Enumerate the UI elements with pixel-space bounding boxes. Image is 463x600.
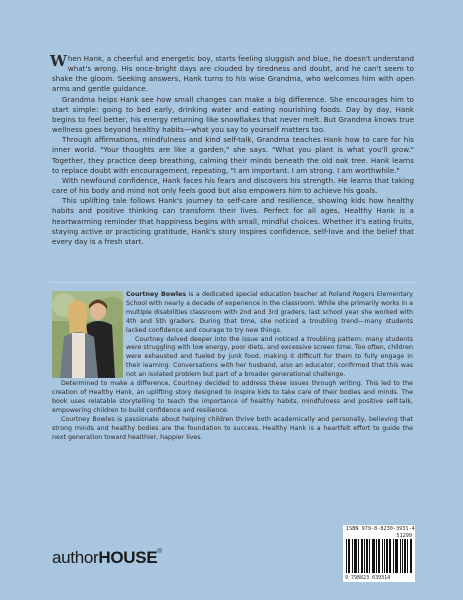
photo-spacer [52,291,126,380]
synopsis-paragraph: Through affirmations, mindfulness and kind self-talk, Grandma teaches Hank how to care for his inner world. "Your thoughts are like a garden," she says. "What you plant is what you'll grow." Together, they practice deep breathing, calming their minds beneath the old oak tree. Hank learns to replace doubt with encouragement, repeating, "I am important. I am strong. I am worthwhile." [52,135,414,175]
barcode-bars [346,539,412,573]
section-divider [50,282,415,283]
book-synopsis [52,54,414,247]
synopsis-text: hen Hank, a cheerful and energetic boy, starts feeling sluggish and blue, he doesn't understand what's wrong. His once-bright days are clouded by tiredness and doubt, and he can't seem to shake the gloom. Seeking answers, Hank turns to his wise Grandma, who welcomes him with open arms and gentle guidance. [52,54,414,94]
synopsis-paragraph: Grandma helps Hank see how small changes can make a big difference. She encourages him to start simple: going to bed early, drinking water and eating nourishing foods. Day by day, Hank begins to feel better, his energy returning like snowflakes that never melt. But Grandma knows true wellness goes beyond healthy habits—what you say to yourself matters too. [52,94,414,135]
author-bio [52,291,413,442]
author-name: Courtney Bowles [126,291,187,298]
bio-paragraph: Determined to make a difference, Courtney decided to address these issues through writing. This led to the creation of Healthy Hank, an uplifting story designed to inspire kids to take care of their bodies and minds. The book uses relatable storytelling to teach the importance of healthy habits, mindfulness and positive self-talk, empowering children to build confidence and resilience. [52,380,413,414]
synopsis-paragraph: This uplifting tale follows Hank's journey to self-care and resilience, showing kids how healthy habits and positive thinking can transform their lives. Perfect for all ages, Healthy Hank is a heartwarming reminder that happiness begins with small, mindful choices. Whether it's eating fruits, staying active or practicing gratitude, Hank's story inspires confidence, self-love and the belief that every day is a fresh start. [52,196,414,246]
publisher-logo-part2: HOUSE [98,548,158,567]
bio-paragraph: Courtney delved deeper into the issue and noticed a troubling pattern: many students were struggling with low energy, poor diets, and excessive screen time. Too often, children were exhausted and fueled by junk food, making it difficult for them to fully engage in their learning. Conversations with her husband, also an educator, confirmed that this was not an isolated problem but part of a broader generational challenge. [126,335,413,379]
isbn-number: ISBN 979-8-8230-3931-4 [346,526,415,532]
price-code: 51299 [396,533,412,539]
synopsis-paragraph: With newfound confidence, Hank faces his fears and discovers his strength. He learns that taking care of his body and mind not only feels good but also empowers him to achieve his goals. [52,175,414,196]
drop-cap: W [50,52,67,70]
synopsis-paragraph [52,54,414,95]
publisher-logo [52,548,162,568]
publisher-logo-part1: author [52,548,99,567]
bio-paragraph: Courtney Bowles is passionate about helping children thrive both academically and personally, believing that strong minds and healthy bodies are the foundation to success. Healthy Hank is a heartfelt effort to guide the next generation toward healthier, happier lives. [52,415,413,441]
barcode-digits: 9 798823 039314 [345,575,391,581]
bio-text: is a dedicated special education teacher at Roland Rogers Elementary School with nearly a decade of experience in the classroom. While she primarily works in a multiple disabilities classroom with 2nd and 3rd graders, last school year she worked with 4th and 5th graders. During that time, she noticed a troubling trend—many students lacked confidence and courage to try new things. [126,291,413,334]
registered-mark: ® [157,549,162,555]
isbn-barcode [343,525,415,582]
